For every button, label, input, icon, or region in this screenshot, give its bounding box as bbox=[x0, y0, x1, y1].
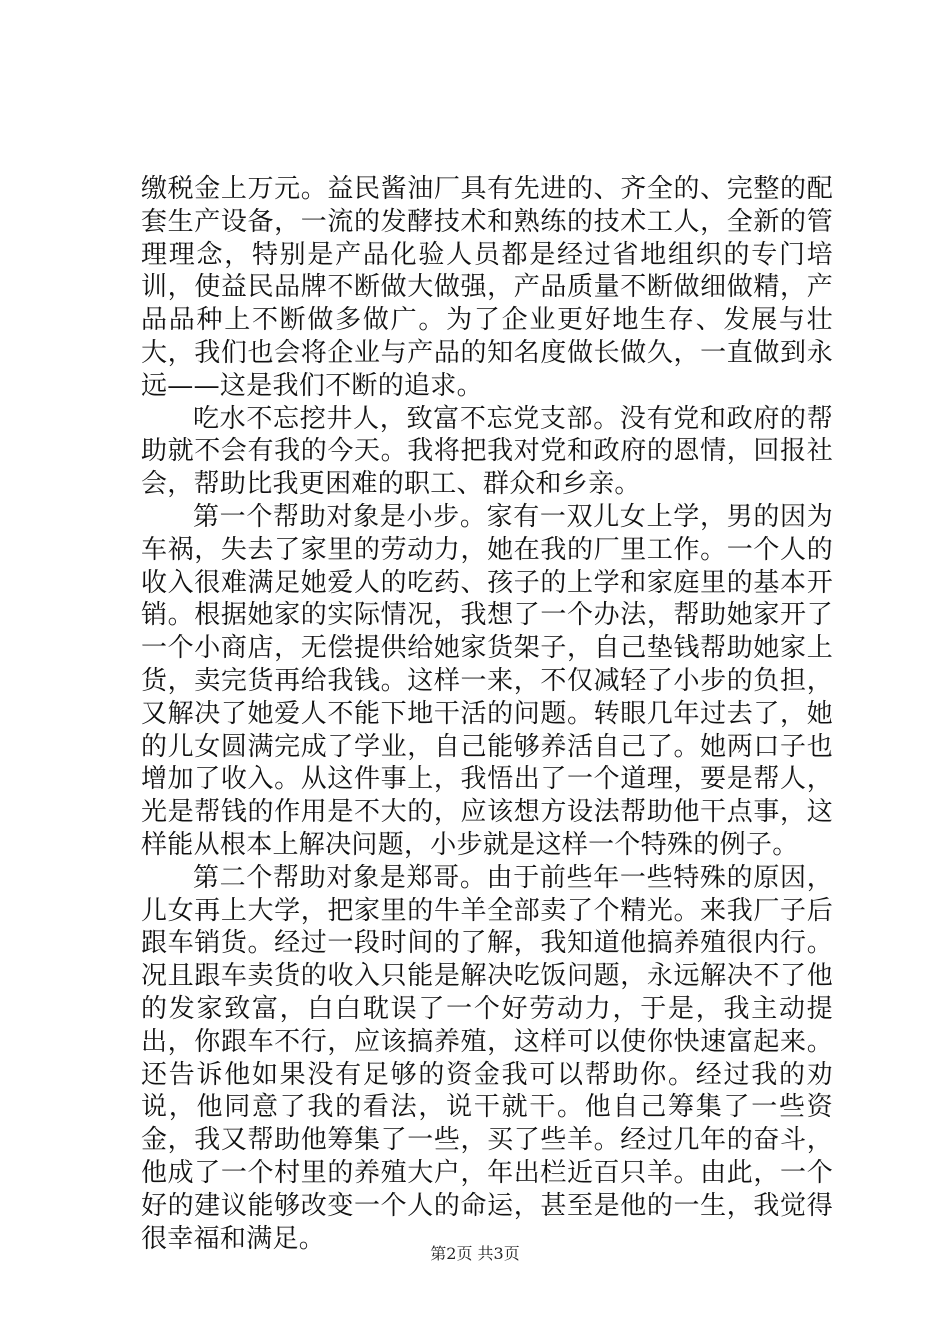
paragraph-gratitude: 吃水不忘挖井人，致富不忘党支部。没有党和政府的帮助就不会有我的今天。我将把我对党和政府的恩情，回报社会，帮助比我更困难的职工、群众和乡亲。 bbox=[141, 403, 833, 500]
paragraph-second-help: 第二个帮助对象是郑哥。由于前些年一些特殊的原因，儿女再上大学，把家里的牛羊全部卖了个精光。来我厂子后跟车销货。经过一段时间的了解，我知道他搞养殖很内行。况且跟车卖货的收入只能是解决吃饭问题，永远解决不了他的发家致富，白白耽误了一个好劳动力，于是，我主动提出，你跟车不行，应该搞养殖，这样可以使你快速富起来。还告诉他如果没有足够的资金我可以帮助你。经过我的劝说，他同意了我的看法，说干就干。他自己筹集了一些资金，我又帮助他筹集了一些，买了些羊。经过几年的奋斗，他成了一个村里的养殖大户，年出栏近百只羊。由此，一个好的建议能够改变一个人的命运，甚至是他的一生，我觉得很幸福和满足。 bbox=[141, 862, 833, 1254]
paragraph-first-help: 第一个帮助对象是小步。家有一双儿女上学，男的因为车祸，失去了家里的劳动力，她在我的厂里工作。一个人的收入很难满足她爱人的吃药、孩子的上学和家庭里的基本开销。根据她家的实际情况，我想了一个办法，帮助她家开了一个小商店，无偿提供给她家货架子，自己垫钱帮助她家上货，卖完货再给我钱。这样一来，不仅减轻了小步的负担，又解决了她爱人不能下地干活的问题。转眼几年过去了，她的儿女圆满完成了学业，自己能够养活自己了。她两口子也增加了收入。从这件事上，我悟出了一个道理，要是帮人，光是帮钱的作用是不大的，应该想方设法帮助他干点事，这样能从根本上解决问题，小步就是这样一个特殊的例子。 bbox=[141, 501, 833, 860]
paragraph-continuation: 缴税金上万元。益民酱油厂具有先进的、齐全的、完整的配套生产设备，一流的发酵技术和熟练的技术工人，全新的管理理念，特别是产品化验人员都是经过省地组织的专门培训，使益民品牌不断做大做强，产品质量不断做细做精，产品品种上不断做多做广。为了企业更好地生存、发展与壮大，我们也会将企业与产品的知名度做长做久，一直做到永远——这是我们不断的追求。 bbox=[141, 174, 833, 401]
page-number-footer: 第2页 共3页 bbox=[430, 1244, 520, 1263]
document-body bbox=[141, 173, 833, 1255]
